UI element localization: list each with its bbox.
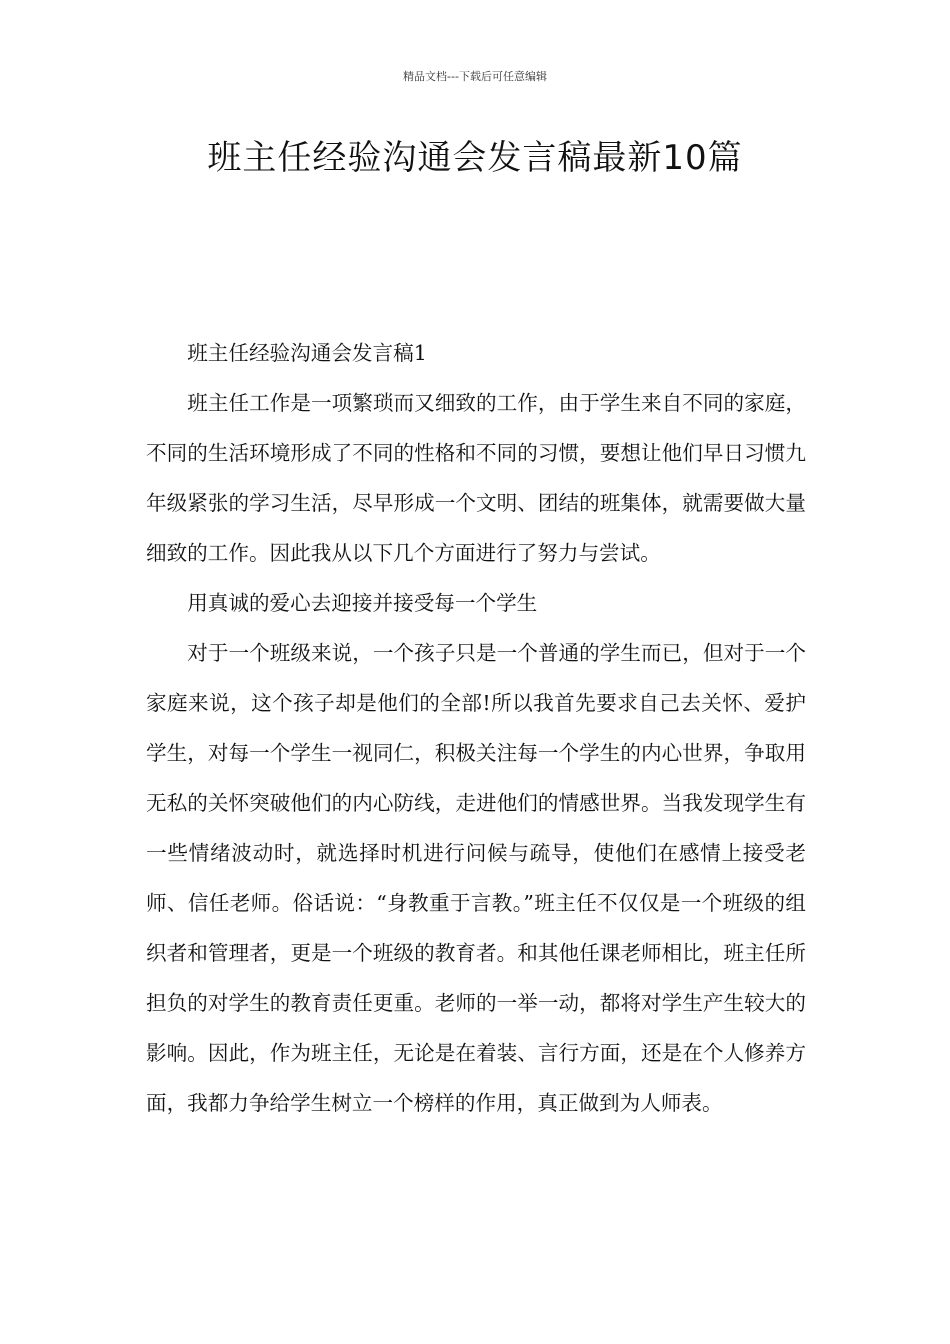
subheading: 用真诚的爱心去迎接并接受每一个学生 <box>187 591 538 615</box>
paragraph: 班主任工作是一项繁琐而又细致的工作，由于学生来自不同的家庭，不同的生活环境形成了不同的性格和不同的习惯，要想让他们早日习惯九年级紧张的学习生活，尽早形成一个文明、团结的班集体，就需要做大量细致的工作。因此我从以下几个方面进行了努力与尝试。 <box>146 391 806 565</box>
header-note: 精品文档---下载后可任意编辑 <box>403 70 547 83</box>
paragraph: 对于一个班级来说，一个孩子只是一个普通的学生而已，但对于一个家庭来说，这个孩子却是他们的全部!所以我首先要求自己去关怀、爱护学生，对每一个学生一视同仁，积极关注每一个学生的内心世界，争取用无私的关怀突破他们的内心防线，走进他们的情感世界。当我发现学生有一些情绪波动时，就选择时机进行问候与疏导，使他们在感情上接受老师、信任老师。俗话说：“身教重于言教。”班主任不仅仅是一个班级的组织者和管理者，更是一个班级的教育者。和其他任课老师相比，班主任所担负的对学生的教育责任更重。老师的一举一动，都将对学生产生较大的影响。因此，作为班主任，无论是在着装、言行方面，还是在个人修养方面，我都力争给学生树立一个榜样的作用，真正做到为人师表。 <box>146 641 806 1115</box>
document-body <box>146 328 806 1128</box>
document-title: 班主任经验沟通会发言稿最新10篇 <box>207 138 743 178</box>
section-heading: 班主任经验沟通会发言稿1 <box>187 341 427 365</box>
